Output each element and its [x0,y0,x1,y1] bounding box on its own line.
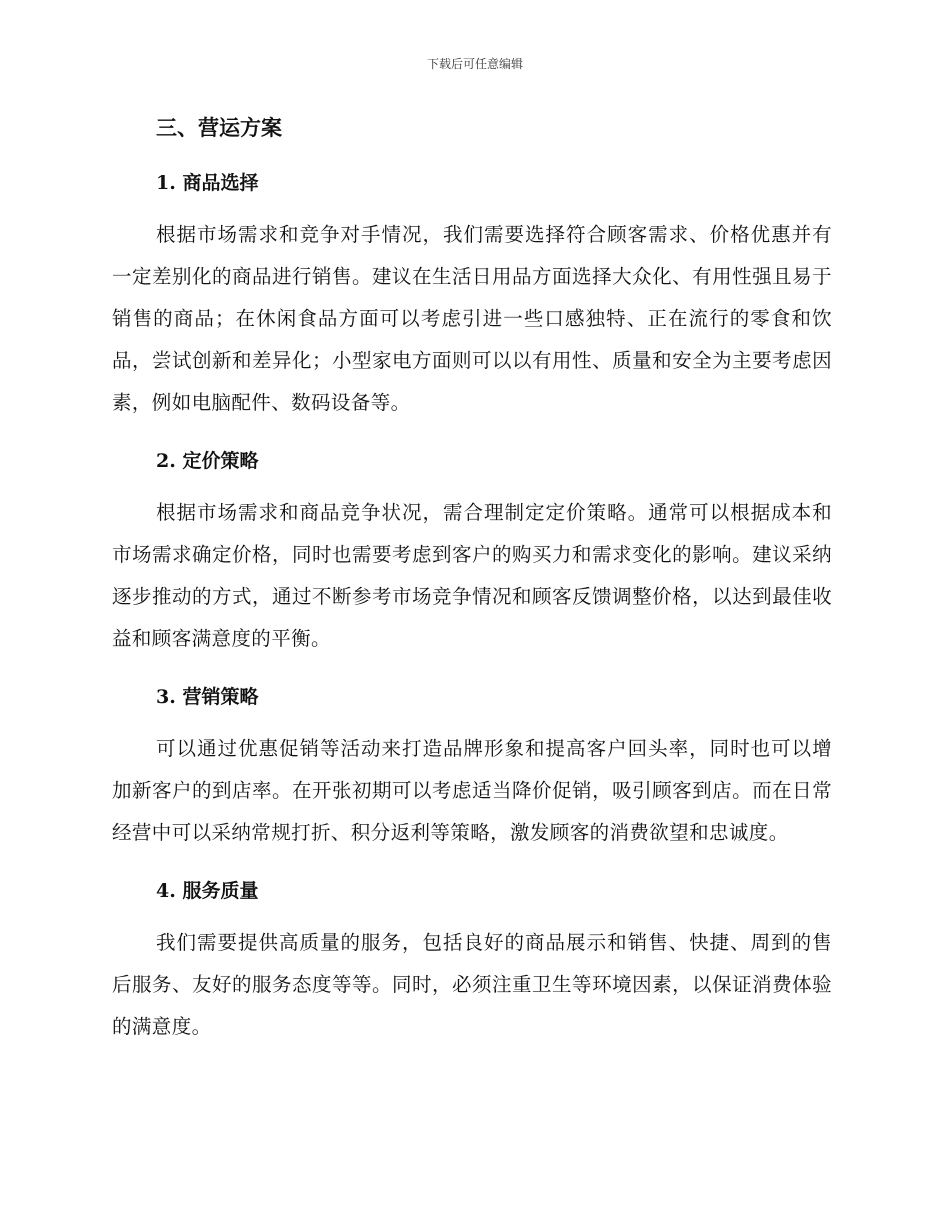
subsection-heading-product-selection: 1. 商品选择 [156,172,259,194]
section-title: 三、营运方案 [156,115,282,140]
paragraph-product-selection: 根据市场需求和竞争对手情况，我们需要选择符合顾客需求、价格优惠并有一定差别化的商品进行销售。建议在生活日用品方面选择大众化、有用性强且易于销售的商品；在休闲食品方面可以考虑引进一些口感独特、正在流行的零食和饮品，尝试创新和差异化；小型家电方面则可以以有用性、质量和安全为主要考虑因素，例如电脑配件、数码设备等。 [112,223,832,414]
document-body [112,110,832,1048]
subsection-heading-marketing-strategy: 3. 营销策略 [156,686,259,708]
paragraph-pricing-strategy: 根据市场需求和商品竞争状况，需合理制定定价策略。通常可以根据成本和市场需求确定价格，同时也需要考虑到客户的购买力和需求变化的影响。建议采纳逐步推动的方式，通过不断参考市场竞争情况和顾客反馈调整价格，以达到最佳收益和顾客满意度的平衡。 [112,501,832,650]
paragraph-marketing-strategy: 可以通过优惠促销等活动来打造品牌形象和提高客户回头率，同时也可以增加新客户的到店率。在开张初期可以考虑适当降价促销，吸引顾客到店。而在日常经营中可以采纳常规打折、积分返利等策略，激发顾客的消费欲望和忠诚度。 [112,737,832,844]
subsection-heading-service-quality: 4. 服务质量 [156,880,259,902]
page-header-note: 下载后可任意编辑 [426,57,523,71]
paragraph-service-quality: 我们需要提供高质量的服务，包括良好的商品展示和销售、快捷、周到的售后服务、友好的服务态度等等。同时，必须注重卫生等环境因素，以保证消费体验的满意度。 [112,931,832,1038]
subsection-heading-pricing-strategy: 2. 定价策略 [156,450,259,472]
